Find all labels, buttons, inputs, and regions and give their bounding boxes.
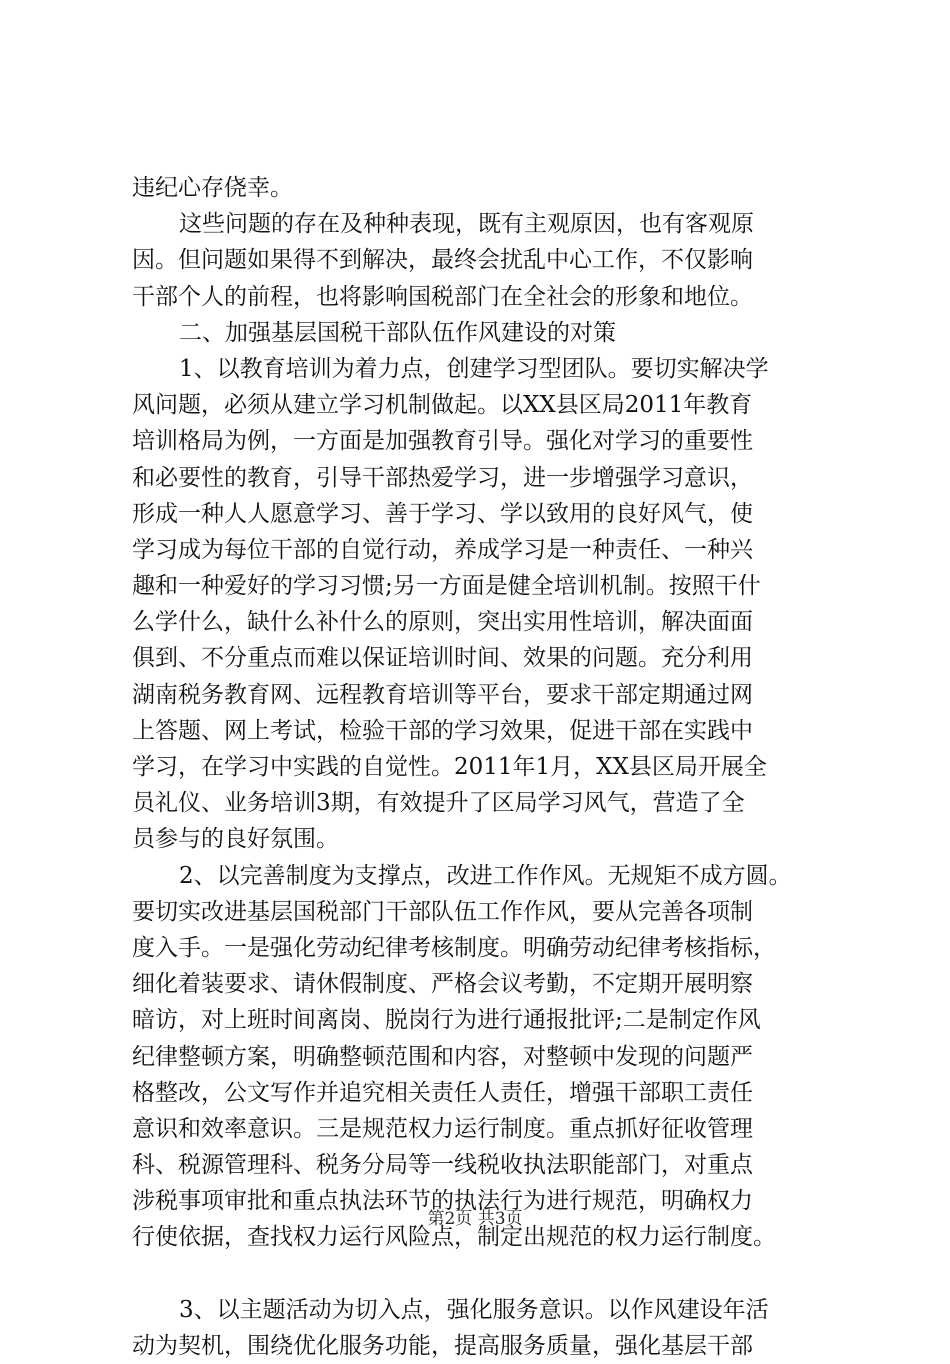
- text-line: 2、以完善制度为支撑点，改进工作作风。无规矩不成方圆。: [179, 862, 792, 889]
- text-line: 湖南税务教育网、远程教育培训等平台，要求干部定期通过网: [132, 681, 753, 708]
- text-line: 风问题，必须从建立学习机制做起。以XX县区局2011年教育: [132, 392, 753, 419]
- text-line: 趣和一种爱好的学习习惯;另一方面是健全培训机制。按照干什: [132, 573, 761, 600]
- text-line: 学习，在学习中实践的自觉性。2011年1月，XX县区局开展全: [132, 754, 767, 780]
- text-line: 学习成为每位干部的自觉行动，养成学习是一种责任、一种兴: [132, 536, 753, 563]
- text-line: 员礼仪、业务培训3期，有效提升了区局学习风气，营造了全: [132, 790, 745, 817]
- text-line: 这些问题的存在及种种表现，既有主观原因，也有客观原: [179, 211, 754, 238]
- text-line: 动为契机，围绕优化服务功能，提高服务质量，强化基层干部: [132, 1333, 753, 1359]
- text-line: 度入手。一是强化劳动纪律考核制度。明确劳动纪律考核指标，: [132, 934, 776, 961]
- text-line: 3、以主题活动为切入点，强化服务意识。以作风建设年活: [179, 1296, 769, 1323]
- text-line: 么学什么，缺什么补什么的原则，突出实用性培训，解决面面: [132, 609, 753, 636]
- text-line: 纪律整顿方案，明确整顿范围和内容，对整顿中发现的问题严: [132, 1043, 753, 1070]
- text-line: 暗访，对上班时间离岗、脱岗行为进行通报批评;二是制定作风: [132, 1007, 761, 1034]
- text-line: 要切实改进基层国税部门干部队伍工作作风，要从完善各项制: [132, 898, 753, 925]
- document-body: [132, 170, 832, 1364]
- text-line: 因。但问题如果得不到解决，最终会扰乱中心工作，不仅影响: [132, 247, 753, 274]
- text-line: 1、以教育培训为着力点，创建学习型团队。要切实解决学: [179, 355, 769, 382]
- text-line: 意识和效率意识。三是规范权力运行制度。重点抓好征收管理: [132, 1115, 753, 1142]
- page-footer: 第2页 共3页: [427, 1209, 523, 1229]
- text-line: 和必要性的教育，引导干部热爱学习，进一步增强学习意识，: [132, 464, 753, 491]
- text-line: [132, 1256, 832, 1292]
- text-line: 二、加强基层国税干部队伍作风建设的对策: [179, 319, 616, 346]
- text-line: 格整改，公文写作并追究相关责任人责任，增强干部职工责任: [132, 1079, 753, 1106]
- text-line: 干部个人的前程，也将影响国税部门在全社会的形象和地位。: [132, 283, 753, 310]
- text-line: 俱到、不分重点而难以保证培训时间、效果的问题。充分利用: [132, 645, 753, 672]
- text-line: 员参与的良好氛围。: [132, 826, 339, 853]
- text-line: 行使依据，查找权力运行风险点，制定出规范的权力运行制度。: [132, 1224, 776, 1251]
- text-line: 涉税事项审批和重点执法环节的执法行为进行规范，明确权力: [132, 1188, 753, 1215]
- text-line: 上答题、网上考试，检验干部的学习效果，促进干部在实践中: [132, 717, 753, 744]
- text-line: 违纪心存侥幸。: [132, 175, 293, 201]
- text-line: 形成一种人人愿意学习、善于学习、学以致用的良好风气，使: [132, 500, 753, 527]
- text-line: 细化着装要求、请休假制度、严格会议考勤，不定期开展明察: [132, 971, 753, 998]
- text-line: 科、税源管理科、税务分局等一线税收执法职能部门，对重点: [132, 1152, 753, 1179]
- text-line: 培训格局为例，一方面是加强教育引导。强化对学习的重要性: [132, 428, 753, 455]
